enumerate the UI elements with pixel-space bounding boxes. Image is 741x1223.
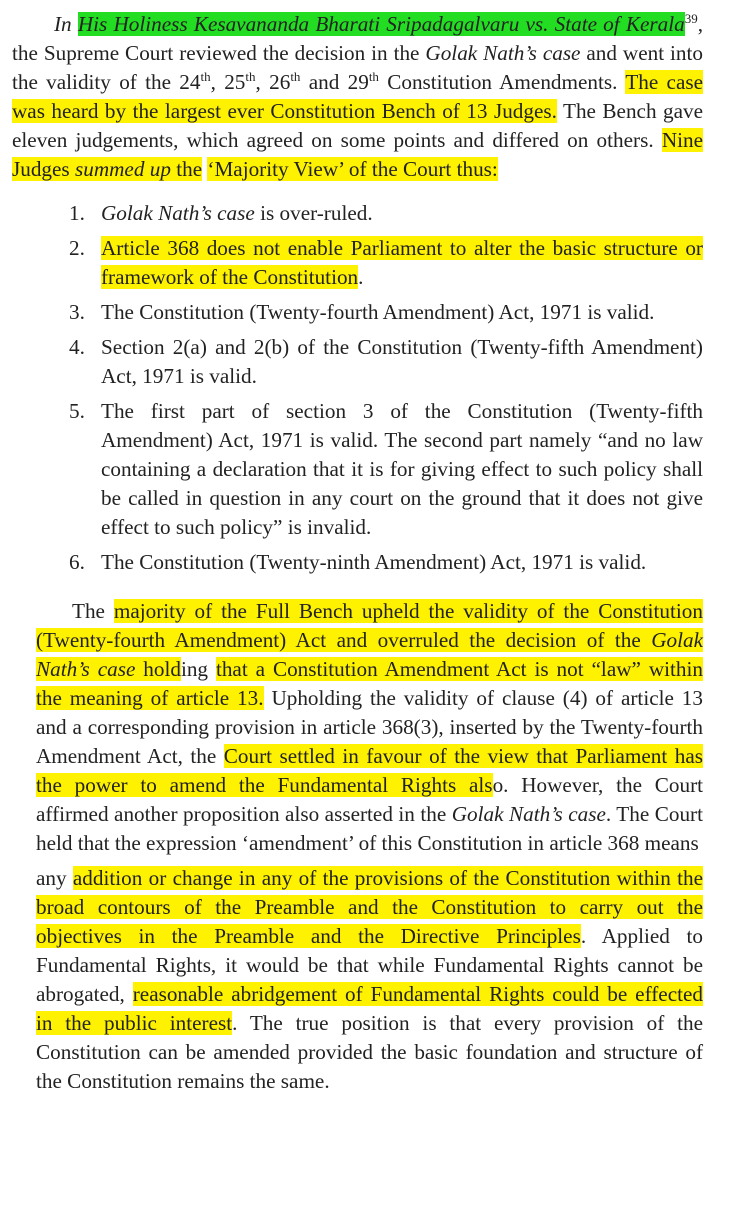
text-segment: majority of the Full Bench upheld the validity of the Constitution (Twenty-fourth Amendment) Act and overruled the decision of the	[36, 599, 703, 652]
highlight-bench-size: The case was heard by the largest ever Constitution Bench of 13 Judges.	[12, 70, 704, 123]
golak-nath-case-ref: Golak Nath’s case	[36, 628, 703, 681]
list-item	[12, 298, 703, 327]
case-name-highlight	[78, 12, 685, 36]
list-item	[12, 397, 703, 542]
text-segment: Upholding the validity of clause (4) of article 13 and a corresponding provision in article 368(3), inserted by the Twenty-fourth Amendment Act, the	[36, 686, 703, 768]
text-segment: , 26	[255, 70, 291, 94]
golak-nath-case-ref: Golak Nath’s case	[101, 201, 255, 225]
list-item	[12, 548, 703, 577]
majority-view-list	[12, 199, 703, 577]
list-number: 4.	[69, 335, 85, 359]
text-segment: The Bench gave eleven judgements, which agreed on some points and differed on others.	[12, 99, 703, 152]
list-text: The Constitution (Twenty-fourth Amendment) Act, 1971 is valid.	[101, 300, 655, 324]
text-segment: o. However, the Court affirmed another proposition also asserted in the	[36, 773, 704, 826]
ordinal-suffix: th	[368, 68, 379, 84]
text-in: In	[54, 12, 78, 36]
list-text: Section 2(a) and 2(b) of the Constitution (Twenty-fifth Amendment) Act, 1971 is valid.	[101, 335, 703, 388]
highlight-not-law: that a Constitution Amendment Act is not “law” within the meaning of article 13.	[36, 657, 703, 710]
paragraph-holding	[36, 597, 703, 1096]
text-segment: . Applied to Fundamental Rights, it would be that while Fundamental Rights cannot be abrogated,	[36, 924, 704, 1006]
list-item	[12, 199, 703, 228]
paragraph-intro	[12, 10, 703, 184]
list-number: 3.	[69, 300, 85, 324]
text-segment: the	[170, 157, 203, 181]
text-segment: and 29	[300, 70, 369, 94]
highlight-reasonable-abridgement: reasonable abridgement of Fundamental Rights could be effected in the public interest	[36, 982, 703, 1035]
ordinal-suffix: th	[290, 68, 301, 84]
list-text: .	[358, 265, 364, 289]
text-segment: hold	[135, 657, 181, 681]
text-segment: , 25	[210, 70, 246, 94]
case-petitioner: His Holiness Kesavananda Bharati Sripadagalvaru	[77, 12, 520, 36]
highlight-amendment-meaning: addition or change in any of the provisions of the Constitution within the broad contours of the Preamble and the Constitution to carry out the objectives in the Preamble and the Directive Principles	[36, 866, 703, 948]
text-segment: ing	[180, 657, 216, 681]
list-number: 2.	[69, 236, 85, 260]
case-vs: vs.	[519, 12, 555, 36]
list-item	[12, 234, 703, 292]
ordinal-suffix: th	[200, 68, 211, 84]
list-number: 5.	[69, 399, 85, 423]
list-text: is over-ruled.	[254, 201, 373, 225]
highlight-basic-structure: Article 368 does not enable Parliament to alter the basic structure or framework of the Constitution	[101, 236, 703, 289]
list-text: The Constitution (Twenty-ninth Amendment) Act, 1971 is valid.	[101, 550, 647, 574]
highlight-majority-view-label: ‘Majority View’ of the Court thus:	[207, 157, 498, 181]
ordinal-suffix: th	[245, 68, 256, 84]
footnote-ref: 39	[684, 10, 698, 26]
list-number: 1.	[69, 201, 85, 225]
text-segment: . The true position is that every provision of the Constitution can be amended provided the basic foundation and structure of the Constitution remains the same.	[36, 1011, 704, 1093]
line-gap	[36, 858, 703, 864]
text-segment: Nine Judges	[12, 128, 703, 181]
list-item	[12, 333, 703, 391]
highlight-power-to-amend: Court settled in favour of the view that Parliament has the power to amend the Fundamental Rights als	[36, 744, 703, 797]
golak-nath-case-ref: Golak Nath’s case	[451, 802, 606, 826]
list-text: The first part of section 3 of the Constitution (Twenty-fifth Amendment) Act, 1971 is valid. The second part namely “and no law containing a declaration that it is for giving effect to such policy shall be called in question in any court on the ground that it does not give effect to such policy” is invalid.	[101, 399, 703, 539]
text-segment: Constitution Amendments.	[378, 70, 626, 94]
list-number: 6.	[69, 550, 85, 574]
text-segment: any	[36, 866, 73, 890]
text-segment: . The Court held that the expression ‘amendment’ of this Constitution in article 368 means	[36, 802, 703, 855]
text-italic: summed up	[74, 157, 171, 181]
case-respondent: State of Kerala	[554, 12, 685, 36]
text-segment: , the Supreme Court reviewed the decision in the	[12, 12, 704, 65]
text-segment: The	[72, 599, 114, 623]
golak-nath-case-ref: Golak Nath’s case	[425, 41, 581, 65]
text-segment: and went into the validity of the 24	[12, 41, 703, 94]
